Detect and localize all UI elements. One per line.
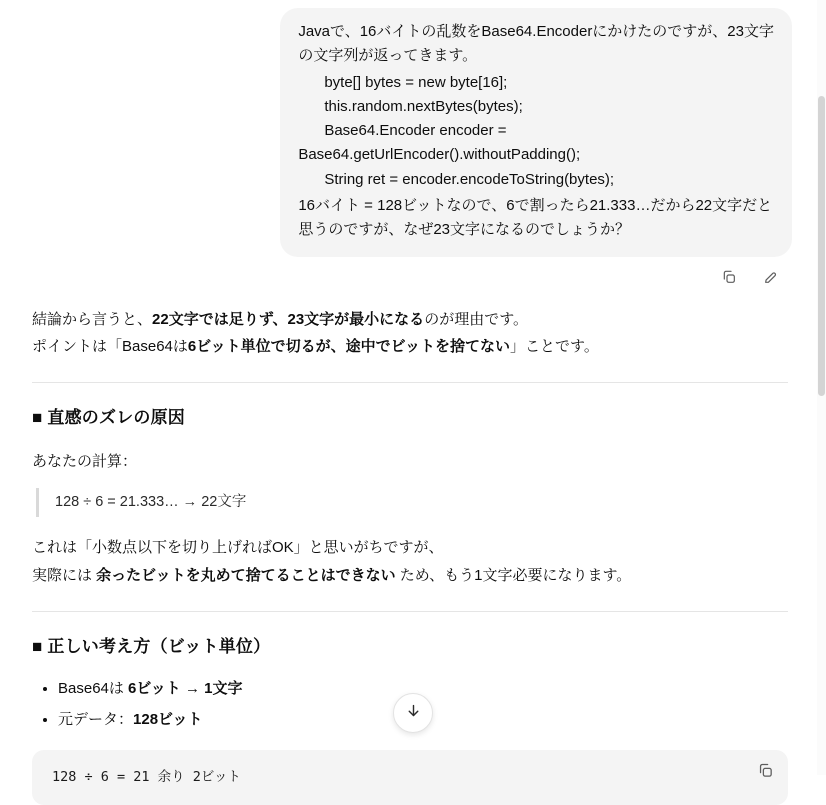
bullet-emphasis: 128ビット — [133, 711, 203, 729]
user-code-line: Base64.Encoder encoder = — [324, 122, 507, 140]
point-suffix: 」ことです。 — [510, 338, 599, 356]
user-message-line-1: Javaで、16バイトの乱数をBase64.Encoderにかけたのですが、23文字 — [298, 23, 774, 40]
message-action-bar — [30, 257, 792, 293]
user-code-line: this.random.nextBytes(bytes); — [324, 97, 523, 115]
bullet-text: 元データ： — [58, 711, 134, 729]
user-message-code — [298, 71, 774, 192]
code-block — [32, 750, 788, 805]
point-line — [32, 334, 788, 360]
user-code-line: byte[] bytes = new byte[16]; — [324, 73, 508, 91]
arrow-down-icon — [405, 702, 422, 724]
your-calculation-label: あなたの計算： — [32, 452, 138, 470]
user-code-line: String ret = encoder.encodeToString(bytes); — [324, 170, 615, 188]
calculation-quote: 128 ÷ 6 = 21.333… → 22文字 — [36, 488, 788, 517]
section-heading-cause: ■ 直感のズレの原因 — [32, 408, 185, 428]
conclusion-emphasis: 22文字では足りず、23文字が最小になる — [152, 310, 425, 328]
code-block-text: 128 ÷ 6 = 21 余り 2ビット — [52, 769, 241, 786]
copy-icon — [721, 269, 737, 290]
point-prefix: ポイントは「Base64は — [32, 338, 188, 356]
user-message-bubble — [280, 8, 792, 257]
bullet-emphasis: 6ビット → 1文字 — [128, 680, 243, 698]
explanation-suffix: ため、もう1文字必要になります。 — [395, 567, 632, 585]
conclusion-suffix: のが理由です。 — [424, 310, 528, 328]
explanation-line-2 — [32, 563, 788, 589]
edit-icon — [763, 269, 779, 290]
section-divider — [32, 611, 788, 612]
explanation-emphasis: 余ったビットを丸めて捨てることはできない — [96, 567, 396, 585]
explanation-prefix: 実際には — [32, 567, 97, 585]
conclusion-prefix: 結論から言うと、 — [32, 310, 153, 328]
copy-message-button[interactable] — [716, 267, 742, 293]
scrollbar-thumb[interactable] — [818, 96, 825, 396]
user-message-line-3: 16バイト = 128ビットなので、6で割ったら21.333…だから22文字だと — [298, 197, 773, 215]
edit-message-button[interactable] — [758, 267, 784, 293]
explanation-line-1: これは「小数点以下を切り上げればOK」と思いがちですが、 — [32, 539, 444, 557]
section-divider — [32, 382, 788, 383]
user-message-line-2: の文字列が返ってきます。 — [298, 47, 478, 65]
section-heading-correct-approach: ■ 正しい考え方（ビット単位） — [32, 636, 271, 656]
conclusion-line — [32, 307, 788, 333]
bullet-text: Base64は — [58, 680, 129, 698]
scrollbar-track[interactable] — [817, 0, 826, 775]
user-message-line-4: 思うのですが、なぜ23文字になるのでしょうか？ — [298, 221, 631, 239]
point-emphasis: 6ビット単位で切るが、途中でビットを捨てない — [187, 338, 511, 356]
user-code-line: Base64.getUrlEncoder().withoutPadding(); — [298, 146, 581, 164]
user-message-row — [30, 0, 792, 257]
scroll-to-bottom-button[interactable] — [393, 693, 433, 733]
